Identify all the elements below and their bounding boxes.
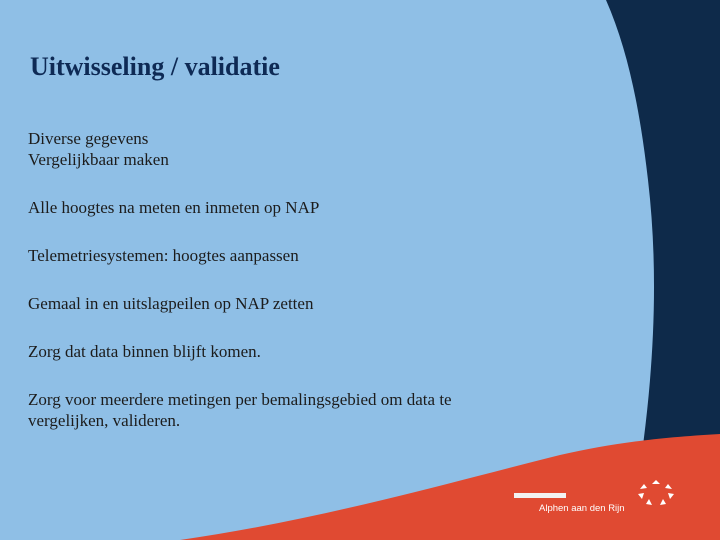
text-line: Alle hoogtes na meten en inmeten op NAP [28,198,320,217]
text-line: Zorg voor meerdere metingen per bemalingsgebied om data te [28,390,452,409]
slide-title: Uitwisseling / validatie [30,52,280,81]
slide-body [28,128,568,431]
text-line: Diverse gegevens [28,129,149,148]
logo-text: Alphen aan den Rijn [539,503,625,514]
text-line: Gemaal in en uitslagpeilen op NAP zetten [28,294,314,313]
text-line: Zorg dat data binnen blijft komen. [28,342,261,361]
logo-bar [514,493,566,498]
text-line: vergelijken, valideren. [28,411,181,430]
text-line: Telemetriesystemen: hoogtes aanpassen [28,246,299,265]
text-line: Vergelijkbaar maken [28,150,169,169]
municipality-logo [514,478,684,518]
star-logo-icon [634,478,678,508]
